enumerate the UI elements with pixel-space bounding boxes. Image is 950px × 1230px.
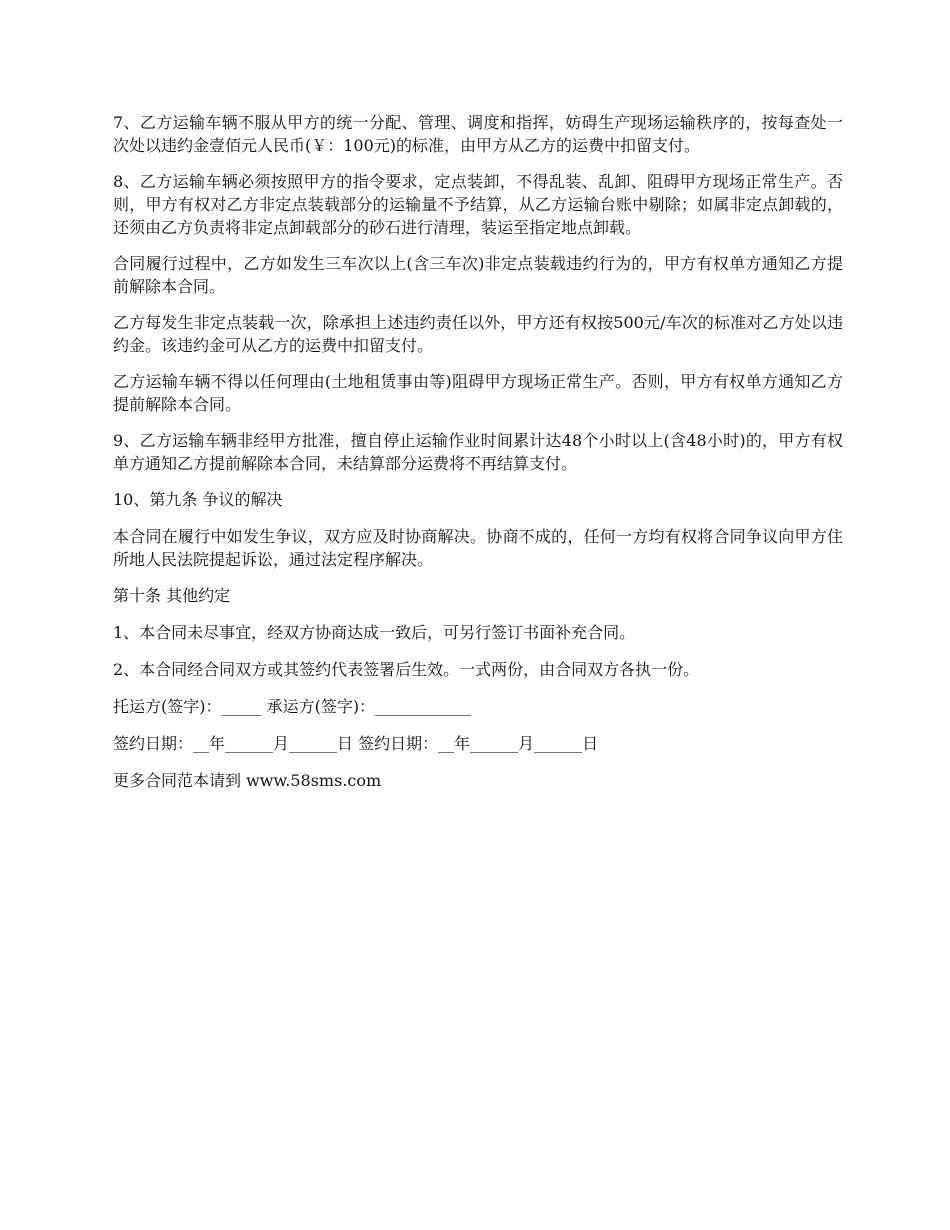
early-termination-paragraph: 合同履行过程中，乙方如发生三车次以上(含三车次)非定点装载违约行为的，甲方有权单方通知乙方提前解除本合同。 <box>113 254 843 296</box>
clause-7-paragraph: 7、乙方运输车辆不服从甲方的统一分配、管理、调度和指挥，妨碍生产现场运输秩序的，按每查处一次处以违约金壹佰元人民币(￥：100元)的标准，由甲方从乙方的运费中扣留支付。 <box>113 113 843 155</box>
dispute-paragraph: 本合同在履行中如发生争议，双方应及时协商解决。协商不成的，任何一方均有权将合同争议向甲方住所地人民法院提起诉讼，通过法定程序解决。 <box>113 527 843 569</box>
obstruction-paragraph: 乙方运输车辆不得以任何理由(土地租赁事由等)阻碍甲方现场正常生产。否则，甲方有权单方通知乙方提前解除本合同。 <box>113 372 843 414</box>
dispute-heading: 10、第九条 争议的解决 <box>113 490 283 509</box>
other-terms-item-2: 2、本合同经合同双方或其签约代表签署后生效。一式两份，由合同双方各执一份。 <box>113 660 700 679</box>
signing-date-line: 签约日期：__年______月______日 签约日期：__年______月______日 <box>113 734 599 753</box>
other-terms-item-1: 1、本合同未尽事宜，经双方协商达成一致后，可另行签订书面补充合同。 <box>113 623 636 642</box>
other-terms-heading: 第十条 其他约定 <box>113 586 231 605</box>
clause-8-paragraph: 8、乙方运输车辆必须按照甲方的指令要求，定点装卸，不得乱装、乱卸、阻碍甲方现场正常生产。否则，甲方有权对乙方非定点装载部分的运输量不予结算，从乙方运输台账中剔除；如属非定点卸载的，还须由乙方负责将非定点卸载部分的砂石进行清理，装运至指定地点卸载。 <box>113 172 843 237</box>
signature-line: 托运方(签字)：_____ 承运方(签字)：____________ <box>113 697 472 716</box>
clause-9-paragraph: 9、乙方运输车辆非经甲方批准，擅自停止运输作业时间累计达48个小时以上(含48小时)的，甲方有权单方通知乙方提前解除本合同，未结算部分运费将不再结算支付。 <box>113 431 843 473</box>
document-body <box>113 111 843 806</box>
penalty-paragraph: 乙方每发生非定点装载一次，除承担上述违约责任以外，甲方还有权按500元/车次的标准对乙方处以违约金。该违约金可从乙方的运费中扣留支付。 <box>113 313 843 355</box>
footer-more-contracts: 更多合同范本请到 www.58sms.com <box>113 771 382 790</box>
